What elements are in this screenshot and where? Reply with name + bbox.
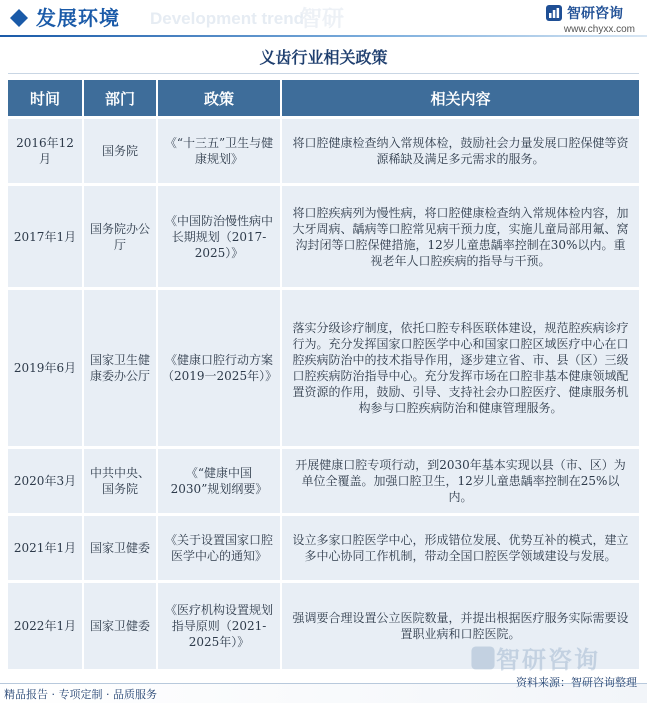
- cell-policy: 《关于设置国家口腔医学中心的通知》: [158, 516, 282, 580]
- watermark-text: Development trend: [150, 9, 304, 28]
- logo-text: 智研咨询: [567, 6, 623, 22]
- cell-dept: 国家卫生健康委办公厅: [84, 290, 158, 446]
- site-url: www.chyxx.com: [563, 24, 635, 35]
- cell-year: 2017年1月: [8, 186, 84, 287]
- section-title: 发展环境: [36, 6, 120, 30]
- table-row: [8, 290, 639, 446]
- logo-icon: [545, 4, 563, 22]
- column-header-policy: 政策: [158, 80, 282, 116]
- watermark-brand: 智研咨询: [496, 646, 600, 674]
- source-note: 资料来源：智研咨询整理: [516, 676, 637, 689]
- cell-year: 2016年12月: [8, 119, 84, 183]
- cell-policy: 《“十三五”卫生与健康规划》: [158, 119, 282, 183]
- table-row: [8, 186, 639, 287]
- cell-policy: 《“健康中国2030”规划纲要》: [158, 449, 282, 513]
- column-header-dept: 部门: [84, 80, 158, 116]
- cell-content: 将口腔疾病列为慢性病，将口腔健康检查纳入常规体检内容，加大牙周病、龋病等口腔常见病干预力度，实施儿童局部用氟、窝沟封闭等口腔保健措施，12岁儿童患龋率控制在30%以内。重视老年人口腔疾病的指导与干预。: [282, 186, 639, 287]
- cell-year: 2019年6月: [8, 290, 84, 446]
- cell-dept: 国务院: [84, 119, 158, 183]
- diamond-icon: [8, 7, 30, 29]
- cell-year: 2022年1月: [8, 583, 84, 669]
- cell-year: 2020年3月: [8, 449, 84, 513]
- page-header: [0, 0, 647, 44]
- cell-dept: 国务院办公厅: [84, 186, 158, 287]
- cell-policy: 《中国防治慢性病中长期规划（2017-2025）》: [158, 186, 282, 287]
- column-header-content: 相关内容: [282, 80, 639, 116]
- cell-year: 2021年1月: [8, 516, 84, 580]
- cell-content: 强调要合理设置公立医院数量，并提出根据医疗服务实际需要设置职业病和口腔医院。: [282, 583, 639, 669]
- cell-content: 将口腔健康检查纳入常规体检，鼓励社会力量发展口腔保健等资源稀缺及满足多元需求的服务。: [282, 119, 639, 183]
- cell-content: 开展健康口腔专项行动，到2030年基本实现以县（市、区）为单位全覆盖。加强口腔卫生，12岁儿童患龋率控制在25%以内。: [282, 449, 639, 513]
- cell-policy: 《医疗机构设置规划指导原则（2021-2025年）》: [158, 583, 282, 669]
- cell-dept: 中共中央、国务院: [84, 449, 158, 513]
- cell-content: 落实分级诊疗制度，依托口腔专科医联体建设，规范腔疾病诊疗行为。充分发挥国家口腔医学中心和国家口腔区域医疗中心在口腔疾病防治中的技术指导作用，逐步建立省、市、县（区）三级口腔疾病防治指导中心。充分发挥市场在口腔非基本健康领域配置资源的作用，鼓励、引导、支持社会办口腔医疗、健康服务机构参与口腔疾病防治和健康管理服务。: [282, 290, 639, 446]
- column-header-time: 时间: [8, 80, 84, 116]
- header-divider: [0, 35, 647, 37]
- watermark-logo-icon: [470, 645, 496, 671]
- watermark-cn: 智研: [300, 7, 345, 32]
- table-header-row: [8, 80, 639, 116]
- cell-dept: 国家卫健委: [84, 583, 158, 669]
- table-row: [8, 516, 639, 580]
- cell-policy: 《健康口腔行动方案（2019一2025年）》: [158, 290, 282, 446]
- cell-content: 设立多家口腔医学中心，形成错位发展、优势互补的模式，建立多中心协同工作机制，带动全国口腔医学领域建设与发展。: [282, 516, 639, 580]
- title-divider: [8, 73, 639, 74]
- footer-slogan: 精品报告 · 专项定制 · 品质服务: [4, 688, 157, 701]
- table-title: 义齿行业相关政策: [259, 48, 388, 67]
- policy-table: [8, 77, 639, 672]
- cell-dept: 国家卫健委: [84, 516, 158, 580]
- table-row: [8, 119, 639, 183]
- table-row: [8, 449, 639, 513]
- brand-logo: [545, 3, 623, 23]
- bottom-watermark: [470, 640, 600, 675]
